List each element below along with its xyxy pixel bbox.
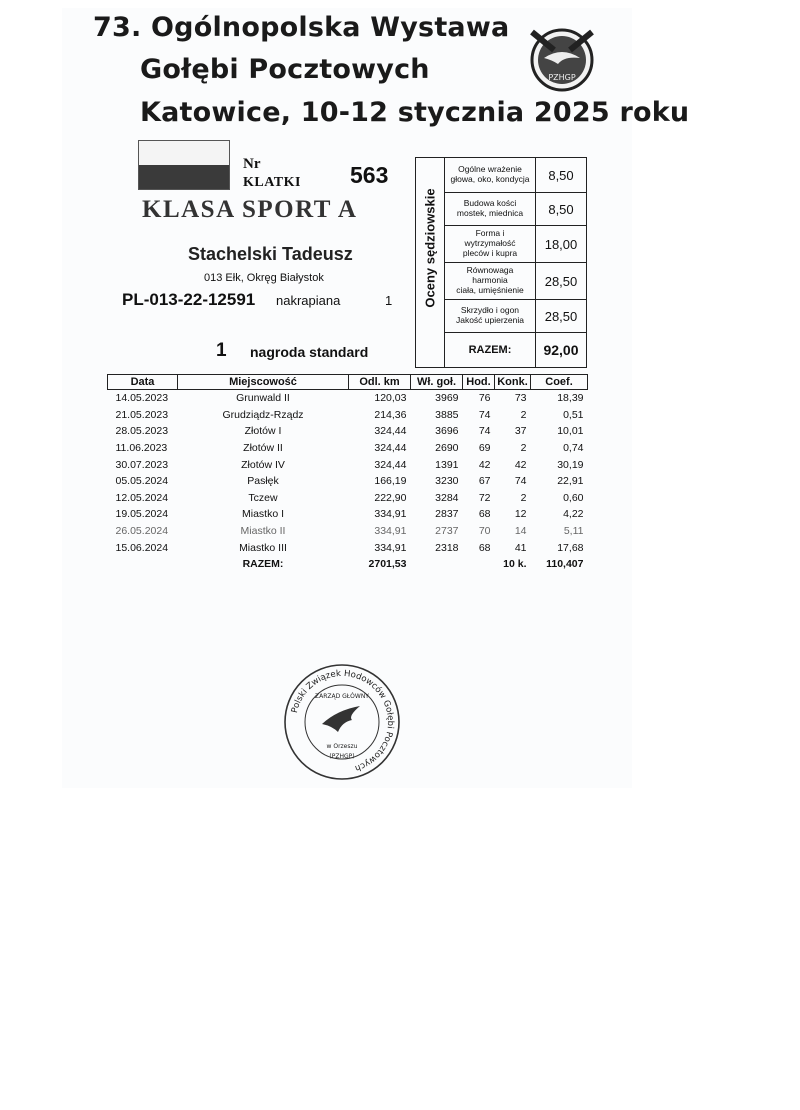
results-cell: 69 [478, 442, 491, 455]
results-cell: Złotów II [243, 442, 283, 455]
results-cell: 68 [478, 541, 491, 554]
results-cell-empty [108, 556, 178, 573]
results-cell: 05.05.2024 [115, 475, 169, 488]
results-row [108, 440, 588, 457]
results-header-row [108, 375, 588, 390]
results-total-row [108, 556, 588, 573]
results-row [108, 456, 588, 473]
results-cell: 324,44 [374, 458, 407, 471]
results-cell: 120,03 [374, 392, 407, 405]
award-label: nagroda standard [250, 344, 369, 360]
results-cell: 166,19 [374, 475, 407, 488]
results-cell: 12 [514, 508, 527, 521]
column-header: Odl. km [349, 375, 411, 390]
results-cell: 73 [514, 392, 527, 405]
results-cell: 74 [514, 475, 527, 488]
results-cell: Miastko II [240, 525, 286, 538]
cage-number: 563 [350, 162, 389, 188]
results-total-distance: 2701,53 [368, 558, 407, 571]
results-cell: 2 [520, 408, 527, 421]
results-cell: 68 [478, 508, 491, 521]
results-cell: 17,68 [557, 541, 584, 554]
results-row [108, 473, 588, 490]
results-cell: 324,44 [374, 425, 407, 438]
stamp-ring-text: Polski Związek Hodowców Gołębi Pocztowych [289, 668, 396, 773]
klatki-label: KLATKI [243, 175, 301, 190]
results-row [108, 407, 588, 424]
exhibition-title: 73. Ogólnopolska Wystawa [93, 12, 510, 43]
results-cell: 2737 [435, 525, 459, 538]
results-cell: 21.05.2023 [115, 408, 169, 421]
score-row [445, 263, 586, 300]
pzhgp-logo [524, 20, 600, 96]
score-total-value: 92,00 [543, 342, 579, 358]
results-cell-empty [411, 556, 463, 573]
column-header: Data [108, 375, 178, 390]
stamp-center-bottom: w Orzeszu [326, 743, 358, 750]
results-cell: 22,91 [557, 475, 584, 488]
results-cell: 4,22 [563, 508, 584, 521]
results-cell: 0,51 [563, 408, 584, 421]
results-cell: 14 [514, 525, 527, 538]
exhibition-subtitle: Gołębi Pocztowych [140, 54, 430, 85]
results-table [107, 374, 588, 573]
results-cell: 334,91 [374, 525, 407, 538]
score-row [445, 193, 586, 226]
column-header: Wł. goł. [411, 375, 463, 390]
column-header: Coef. [531, 375, 588, 390]
results-cell: 2 [520, 491, 527, 504]
score-row [445, 226, 586, 263]
results-row [108, 539, 588, 556]
results-cell: 74 [478, 425, 491, 438]
results-row [108, 506, 588, 523]
results-cell: Miastko I [241, 508, 284, 521]
results-cell: Grudziądz-Rządz [222, 408, 304, 421]
results-cell: 10,01 [557, 425, 584, 438]
results-cell: 3230 [435, 475, 459, 488]
results-cell: 41 [514, 541, 527, 554]
results-total-label: RAZEM: [242, 558, 284, 571]
score-criterion: Forma i wytrzymałość pleców i kupra [445, 226, 536, 262]
results-cell: 19.05.2024 [115, 508, 169, 521]
score-value: 8,50 [548, 167, 574, 183]
exhibition-place-date: Katowice, 10-12 stycznia 2025 roku [140, 97, 690, 128]
results-cell: Tczew [248, 491, 278, 504]
award-place: 1 [216, 340, 227, 361]
results-cell: 2690 [435, 442, 459, 455]
results-cell: 334,91 [374, 541, 407, 554]
score-criterion: Równowaga harmonia ciała, umięśnienie [445, 263, 536, 299]
results-cell: 0,60 [563, 491, 584, 504]
owner-name: Stachelski Tadeusz [188, 244, 353, 264]
score-row [445, 158, 586, 193]
official-stamp [282, 662, 402, 782]
score-criterion: Ogólne wrażenie głowa, oko, kondycja [445, 158, 536, 192]
score-row [445, 300, 586, 333]
results-cell: 324,44 [374, 442, 407, 455]
ring-number: PL-013-22-12591 [122, 290, 256, 309]
results-cell: 5,11 [563, 525, 584, 538]
results-cell: 2837 [435, 508, 459, 521]
owner-club: 013 Ełk, Okręg Białystok [204, 272, 324, 284]
score-value: 28,50 [544, 273, 578, 289]
results-cell: 67 [478, 475, 491, 488]
class-label: KLASA SPORT A [142, 196, 358, 223]
results-cell: 334,91 [374, 508, 407, 521]
results-cell: Miastko III [239, 541, 287, 554]
dove-icon [322, 706, 360, 732]
results-cell: 74 [478, 408, 491, 421]
score-value: 28,50 [544, 308, 578, 324]
results-cell: 3969 [435, 392, 459, 405]
results-cell: 18,39 [557, 392, 584, 405]
scores-section-cell [416, 158, 445, 367]
scores-section-label: Oceny sędziowskie [422, 188, 438, 308]
results-cell: 28.05.2023 [115, 425, 169, 438]
results-cell: 15.06.2024 [115, 541, 169, 554]
results-cell: 1391 [435, 458, 459, 471]
results-cell: 12.05.2024 [115, 491, 169, 504]
results-cell: 70 [478, 525, 491, 538]
results-cell: Złotów IV [241, 458, 285, 471]
results-row [108, 390, 588, 407]
stamp-abbr: (PZHGP) [329, 753, 355, 760]
score-criterion: Budowa kości mostek, miednica [445, 193, 536, 225]
results-cell: 76 [478, 392, 491, 405]
ring-count: 1 [385, 293, 393, 308]
country-flag [138, 140, 230, 190]
results-cell: 3696 [435, 425, 459, 438]
results-cell: 30.07.2023 [115, 458, 169, 471]
score-criterion: Skrzydło i ogon Jakość upierzenia [445, 300, 536, 332]
results-cell: 2 [520, 442, 527, 455]
results-cell: 0,74 [563, 442, 584, 455]
results-cell: 26.05.2024 [115, 525, 169, 538]
results-cell: 30,19 [557, 458, 584, 471]
results-cell: 2318 [435, 541, 459, 554]
results-cell: 72 [478, 491, 491, 504]
column-header: Miejscowość [178, 375, 349, 390]
results-cell: 14.05.2023 [115, 392, 169, 405]
results-cell: 3885 [435, 408, 459, 421]
column-header: Konk. [495, 375, 531, 390]
results-cell: Złotów I [244, 425, 282, 438]
score-value: 18,00 [544, 236, 578, 252]
score-value: 8,50 [548, 201, 574, 217]
results-cell: 37 [514, 425, 527, 438]
results-total-count: 10 k. [503, 558, 527, 571]
results-row [108, 523, 588, 540]
results-cell: 42 [514, 458, 527, 471]
ring-color-type: nakrapiana [276, 293, 341, 308]
results-total-coef: 110,407 [546, 558, 584, 571]
results-cell: 214,36 [374, 408, 407, 421]
column-header: Hod. [463, 375, 495, 390]
score-total-label: RAZEM: [445, 333, 536, 367]
logo-text: PZHGP [548, 73, 576, 82]
judges-scores-box [415, 157, 587, 368]
results-cell: 222,90 [374, 491, 407, 504]
stamp-center-top: ZARZĄD GŁÓWNY [315, 693, 369, 700]
nr-label: Nr [243, 156, 261, 172]
results-cell-empty [463, 556, 495, 573]
results-cell: 3284 [435, 491, 459, 504]
results-cell: 42 [478, 458, 491, 471]
results-cell: Grunwald II [236, 392, 290, 405]
results-row [108, 490, 588, 507]
results-cell: Pasłęk [247, 475, 279, 488]
score-total-row [445, 333, 586, 367]
results-cell: 11.06.2023 [115, 442, 168, 455]
results-row [108, 423, 588, 440]
